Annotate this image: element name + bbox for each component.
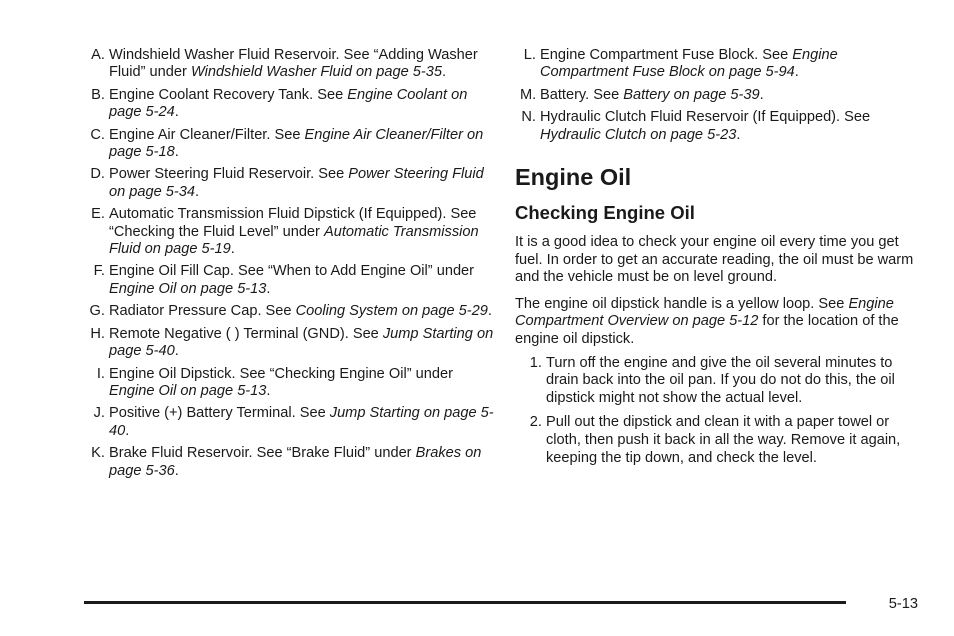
item-text: Engine Oil Fill Cap. See “When to Add Engine Oil” under Engine Oil on page 5-13. [109, 263, 475, 297]
page-reference[interactable]: Jump Starting on page 5-40 [109, 325, 494, 360]
page-reference[interactable]: Jump Starting on page 5-40 [109, 405, 494, 439]
page-reference[interactable]: Engine Air Cleaner/Filter on page 5-18 [109, 126, 484, 161]
page-reference[interactable]: Engine Oil on page 5-13 [109, 382, 267, 399]
item-letter: N. [521, 109, 536, 126]
item-text: Hydraulic Clutch Fluid Reservoir (If Equipped). See Hydraulic Clutch on page 5-23. [540, 109, 871, 143]
item-text: Positive (+) Battery Terminal. See Jump Starting on page 5-40. [109, 405, 494, 439]
item-text: Engine Compartment Fuse Block. See Engine Compartment Fuse Block on page 5-94. [540, 47, 838, 81]
list-item [515, 47, 920, 82]
page-reference[interactable]: Engine Coolant on page 5-24 [109, 86, 468, 121]
item-letter: H. [90, 325, 105, 342]
step-text: Pull out the dipstick and clean it with a paper towel or cloth, then push it back in all the way. Remove it again, keeping the tip down, and check the level. [546, 414, 901, 466]
left-column [84, 47, 494, 485]
right-column [515, 47, 920, 474]
list-item [84, 87, 494, 122]
item-letter: L. [523, 47, 536, 63]
page-reference[interactable]: Battery on page 5-39 [623, 86, 760, 103]
list-item [84, 445, 494, 480]
step-item [515, 414, 920, 467]
list-item [84, 127, 494, 162]
item-text: Engine Oil Dipstick. See “Checking Engine Oil” under Engine Oil on page 5-13. [109, 365, 453, 399]
paragraph: It is a good idea to check your engine oil every time you get fuel. In order to get an accurate reading, the oil must be warm and the vehicle must be on level ground. [515, 234, 914, 286]
list-item [84, 263, 494, 298]
page-reference[interactable]: Brakes on page 5-36 [109, 445, 482, 479]
item-text: Windshield Washer Fluid Reservoir. See “Adding Washer Fluid” under Windshield Washer Fluid on page 5-35. [109, 47, 478, 81]
page-reference[interactable]: Cooling System on page 5-29 [295, 303, 488, 320]
step-number: 1. [529, 354, 542, 371]
item-text: Power Steering Fluid Reservoir. See Power Steering Fluid on page 5-34. [109, 166, 484, 200]
step-text: Turn off the engine and give the oil several minutes to drain back into the oil pan. If you do not do this, the oil dipstick might not show the actual level. [546, 354, 895, 406]
page-reference[interactable]: Engine Compartment Overview on page 5-12 [515, 295, 894, 330]
item-letter: A. [91, 47, 105, 63]
section-title: Engine Oil [515, 164, 632, 191]
step-number: 2. [529, 414, 542, 431]
list-item [84, 303, 494, 320]
list-item [84, 206, 494, 258]
item-letter: M. [519, 86, 537, 103]
page-reference[interactable]: Engine Compartment Fuse Block on page 5-94 [540, 47, 838, 81]
list-item [84, 366, 494, 401]
item-text: Engine Air Cleaner/Filter. See Engine Air Cleaner/Filter on page 5-18. [109, 126, 484, 161]
list-item [84, 47, 494, 82]
page-reference[interactable]: Hydraulic Clutch on page 5-23 [540, 126, 737, 143]
item-letter: E. [91, 206, 105, 223]
item-letter: G. [89, 303, 105, 320]
list-item [84, 166, 494, 201]
item-letter: J. [93, 405, 105, 422]
subsection-title: Checking Engine Oil [515, 202, 695, 224]
item-letter: F. [93, 263, 105, 280]
step-item [515, 355, 920, 408]
item-letter: I. [96, 365, 105, 382]
list-item [84, 405, 494, 440]
right-list [515, 47, 920, 144]
item-text: Remote Negative ( ) Terminal (GND). See Jump Starting on page 5-40. [109, 325, 494, 360]
item-letter: D. [90, 166, 105, 183]
item-letter: C. [90, 126, 105, 143]
page-reference[interactable]: Automatic Transmission Fluid on page 5-19 [109, 223, 479, 258]
page-reference[interactable]: Engine Oil on page 5-13 [109, 280, 267, 297]
item-letter: B. [91, 86, 105, 103]
list-item [84, 326, 494, 361]
list-item [515, 87, 920, 104]
item-text: Radiator Pressure Cap. See Cooling System on page 5-29. [109, 303, 492, 320]
page-number: 5-13 [888, 596, 918, 612]
item-text: Automatic Transmission Fluid Dipstick (If Equipped). See “Checking the Fluid Level” under Automatic Transmission Fluid on page 5-19. [109, 206, 479, 258]
item-text: Battery. See Battery on page 5-39. [540, 86, 764, 103]
page-reference[interactable]: Power Steering Fluid on page 5-34 [109, 166, 484, 200]
page-reference[interactable]: Windshield Washer Fluid on page 5-35 [190, 64, 443, 81]
numbered-steps [515, 355, 920, 468]
paragraph: The engine oil dipstick handle is a yellow loop. See Engine Compartment Overview on page 5-12 for the location of the engine oil dipstick. [515, 295, 899, 347]
item-letter: K. [91, 445, 105, 462]
list-item [515, 109, 920, 144]
item-text: Engine Coolant Recovery Tank. See Engine Coolant on page 5-24. [109, 86, 468, 121]
footer-rule [84, 601, 846, 604]
item-text: Brake Fluid Reservoir. See “Brake Fluid” under Brakes on page 5-36. [109, 445, 482, 479]
